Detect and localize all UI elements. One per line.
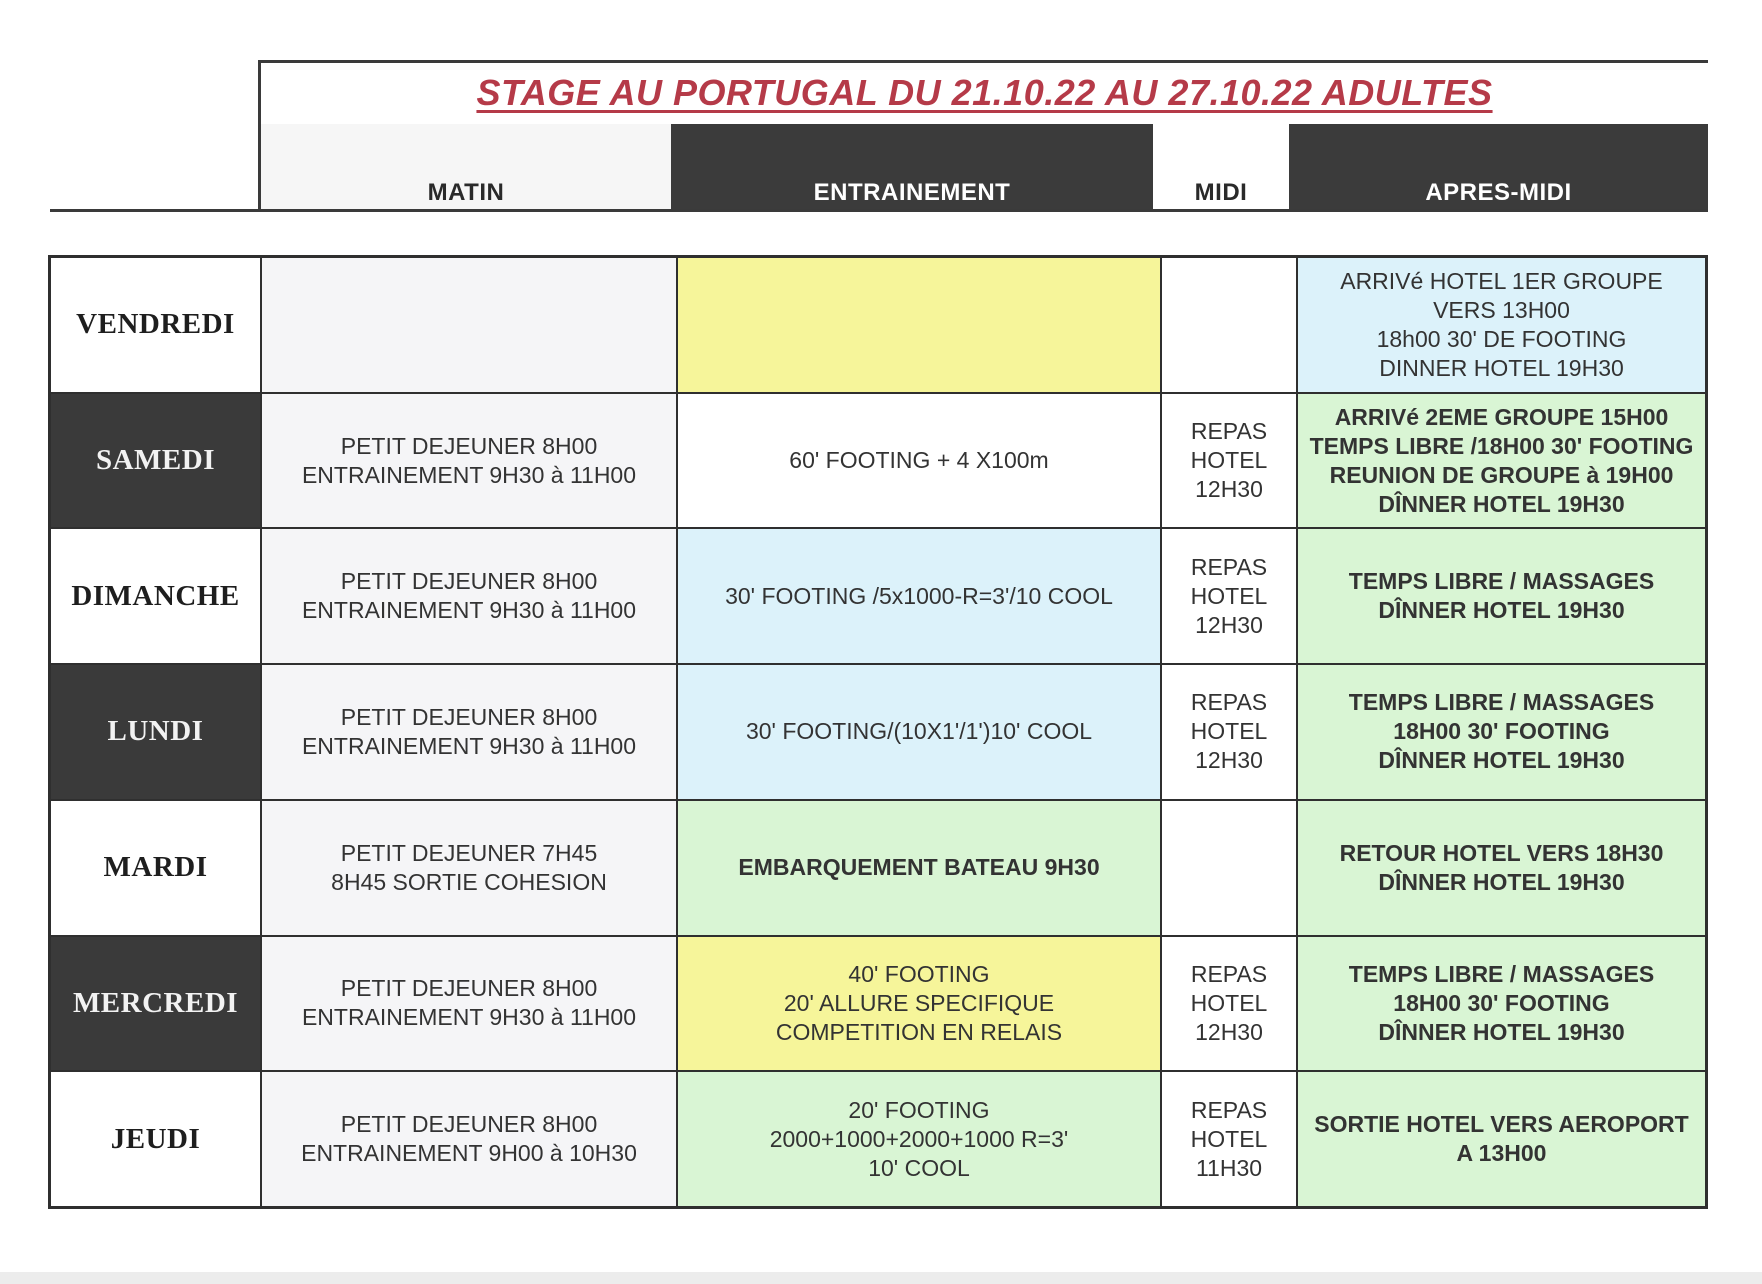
apres-midi-cell-dimanche xyxy=(1298,529,1705,663)
cell-text-line: HOTEL xyxy=(1190,1125,1268,1152)
cell-text-line: 18H00 30' FOOTING xyxy=(1393,718,1610,745)
column-header-matin xyxy=(261,124,671,209)
midi-cell-samedi xyxy=(1162,394,1296,528)
cell-text-line: TEMPS LIBRE / MASSAGES xyxy=(1348,689,1655,716)
midi-cell-mercredi xyxy=(1162,937,1296,1071)
cell-text-line: 12H30 xyxy=(1195,611,1263,638)
cell-text-line: HOTEL xyxy=(1190,582,1268,609)
matin-cell-lundi xyxy=(262,665,676,799)
cell-text-line: RETOUR HOTEL VERS 18H30 xyxy=(1339,839,1664,866)
cell-text-line: REPAS xyxy=(1190,418,1268,445)
apres-midi-cell-mercredi xyxy=(1298,937,1705,1071)
cell-text-line: 20' ALLURE SPECIFIQUE xyxy=(783,989,1055,1016)
cell-text-line: PETIT DEJEUNER 8H00 xyxy=(340,703,598,730)
entrainement-cell-samedi xyxy=(678,394,1160,528)
entrainement-cell-mardi xyxy=(678,801,1160,935)
cell-text-line: COMPETITION EN RELAIS xyxy=(775,1018,1063,1045)
cell-text-line: ENTRAINEMENT 9H30 à 11H00 xyxy=(301,597,637,624)
cell-text-line: 60' FOOTING + 4 X100m xyxy=(789,447,1049,474)
cell-text-line: 8H45 SORTIE COHESION xyxy=(331,868,607,895)
column-header-midi-label: MIDI xyxy=(1194,179,1248,206)
scan-bottom-strip xyxy=(0,1272,1762,1284)
header-bottom-rule xyxy=(50,209,1708,212)
matin-cell-mercredi xyxy=(262,937,676,1071)
day-cell-mercredi: MERCREDI xyxy=(51,937,260,1071)
cell-text-line: 2000+1000+2000+1000 R=3' xyxy=(769,1125,1069,1152)
apres-midi-cell-mardi xyxy=(1298,801,1705,935)
entrainement-cell-jeudi xyxy=(678,1072,1160,1206)
matin-cell-vendredi xyxy=(262,258,676,392)
apres-midi-cell-lundi xyxy=(1298,665,1705,799)
day-cell-mardi: MARDI xyxy=(51,801,260,935)
cell-text-line: 11H30 xyxy=(1195,1154,1263,1181)
cell-text-line: REPAS xyxy=(1190,1096,1268,1123)
day-cell-samedi: SAMEDI xyxy=(51,394,260,528)
cell-text-line: ENTRAINEMENT 9H30 à 11H00 xyxy=(301,1004,637,1031)
entrainement-cell-vendredi xyxy=(678,258,1160,392)
entrainement-cell-lundi xyxy=(678,665,1160,799)
cell-text-line: A 13H00 xyxy=(1456,1140,1547,1167)
day-cell-lundi: LUNDI xyxy=(51,665,260,799)
column-header-entrainement xyxy=(671,124,1153,209)
cell-text-line: 30' FOOTING /5x1000-R=3'/10 COOL xyxy=(725,582,1113,609)
cell-text-line: 18H00 30' FOOTING xyxy=(1393,989,1610,1016)
cell-text-line: DÎNNER HOTEL 19H30 xyxy=(1378,1018,1625,1045)
cell-text-line: ENTRAINEMENT 9H30 à 11H00 xyxy=(301,732,637,759)
cell-text-line: PETIT DEJEUNER 8H00 xyxy=(340,1111,598,1138)
matin-cell-dimanche xyxy=(262,529,676,663)
cell-text-line: DÎNNER HOTEL 19H30 xyxy=(1378,868,1625,895)
cell-text-line: SORTIE HOTEL VERS AEROPORT xyxy=(1314,1111,1689,1138)
column-header-entrainement-label: ENTRAINEMENT xyxy=(813,179,1011,206)
cell-text-line: HOTEL xyxy=(1190,447,1268,474)
cell-text-line: 40' FOOTING xyxy=(848,960,990,987)
cell-text-line: DÎNNER HOTEL 19H30 xyxy=(1378,747,1625,774)
midi-cell-vendredi xyxy=(1162,258,1296,392)
apres-midi-cell-samedi xyxy=(1298,394,1705,528)
cell-text-line: PETIT DEJEUNER 7H45 xyxy=(340,839,598,866)
cell-text-line: REPAS xyxy=(1190,689,1268,716)
cell-text-line: REUNION DE GROUPE à 19H00 xyxy=(1329,461,1674,488)
cell-text-line: ENTRAINEMENT 9H30 à 11H00 xyxy=(301,461,637,488)
cell-text-line: 12H30 xyxy=(1195,476,1263,503)
cell-text-line: 20' FOOTING xyxy=(848,1096,990,1123)
cell-text-line: 12H30 xyxy=(1195,1018,1263,1045)
midi-cell-lundi xyxy=(1162,665,1296,799)
cell-text-line: DÎNNER HOTEL 19H30 xyxy=(1378,597,1625,624)
cell-text-line: PETIT DEJEUNER 8H00 xyxy=(340,432,598,459)
midi-cell-jeudi xyxy=(1162,1072,1296,1206)
page-title: STAGE AU PORTUGAL DU 21.10.22 AU 27.10.22 ADULTES xyxy=(476,72,1493,113)
day-cell-jeudi: JEUDI xyxy=(51,1072,260,1206)
matin-cell-jeudi xyxy=(262,1072,676,1206)
entrainement-cell-mercredi xyxy=(678,937,1160,1071)
cell-text-line: TEMPS LIBRE / MASSAGES xyxy=(1348,960,1655,987)
header-top-rule xyxy=(258,60,1708,63)
cell-text-line: TEMPS LIBRE /18H00 30' FOOTING xyxy=(1309,432,1694,459)
cell-text-line: DINNER HOTEL 19H30 xyxy=(1379,354,1624,381)
cell-text-line: ENTRAINEMENT 9H00 à 10H30 xyxy=(301,1140,637,1167)
apres-midi-cell-vendredi xyxy=(1298,258,1705,392)
cell-text-line: TEMPS LIBRE / MASSAGES xyxy=(1348,568,1655,595)
cell-text-line: REPAS xyxy=(1190,553,1268,580)
cell-text-line: ARRIVé HOTEL 1ER GROUPE xyxy=(1340,267,1663,294)
cell-text-line: HOTEL xyxy=(1190,718,1268,745)
cell-text-line: ARRIVé 2EME GROUPE 15H00 xyxy=(1334,403,1669,430)
cell-text-line: DÎNNER HOTEL 19H30 xyxy=(1378,490,1625,517)
column-header-apres-midi xyxy=(1289,124,1708,209)
cell-text-line: 18h00 30' DE FOOTING xyxy=(1376,325,1627,352)
cell-text-line: VERS 13H00 xyxy=(1433,296,1570,323)
cell-text-line: EMBARQUEMENT BATEAU 9H30 xyxy=(738,854,1100,881)
midi-cell-mardi xyxy=(1162,801,1296,935)
cell-text-line: HOTEL xyxy=(1190,989,1268,1016)
day-cell-dimanche: DIMANCHE xyxy=(51,529,260,663)
apres-midi-cell-jeudi xyxy=(1298,1072,1705,1206)
day-cell-vendredi: VENDREDI xyxy=(51,258,260,392)
page-title-container xyxy=(261,64,1708,122)
cell-text-line: PETIT DEJEUNER 8H00 xyxy=(340,568,598,595)
cell-text-line: PETIT DEJEUNER 8H00 xyxy=(340,975,598,1002)
schedule-table xyxy=(48,255,1708,1209)
cell-text-line: 30' FOOTING/(10X1'/1')10' COOL xyxy=(745,718,1093,745)
column-header-midi xyxy=(1153,124,1289,209)
entrainement-cell-dimanche xyxy=(678,529,1160,663)
matin-cell-mardi xyxy=(262,801,676,935)
cell-text-line: 12H30 xyxy=(1195,747,1263,774)
cell-text-line: 10' COOL xyxy=(868,1154,970,1181)
midi-cell-dimanche xyxy=(1162,529,1296,663)
cell-text-line: REPAS xyxy=(1190,960,1268,987)
matin-cell-samedi xyxy=(262,394,676,528)
column-header-apres-midi-label: APRES-MIDI xyxy=(1425,179,1572,206)
column-header-matin-label: MATIN xyxy=(427,179,505,206)
